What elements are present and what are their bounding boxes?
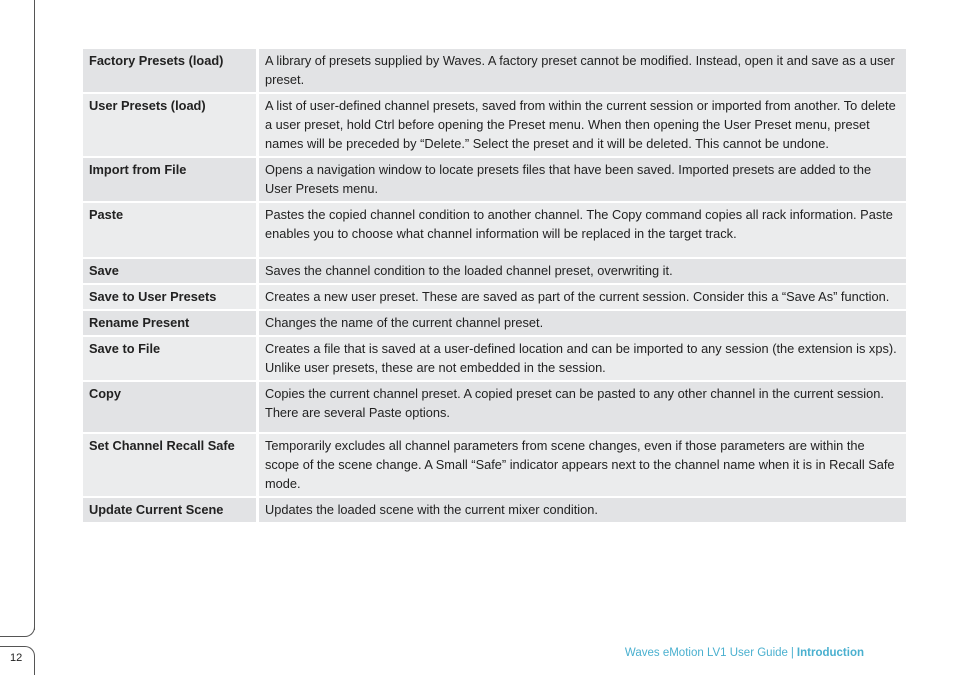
row-term: User Presets (load)	[83, 94, 259, 156]
row-description: A list of user-defined channel presets, saved from within the current session or imported from another. To delete a user preset, hold Ctrl before opening the Preset menu. When then opening the User Preset menu, preset names will be preceded by “Delete.” Select the preset and it will be deleted. This cannot be undone.	[259, 94, 906, 156]
table-row	[83, 49, 906, 92]
table-row	[83, 285, 906, 309]
row-term: Update Current Scene	[83, 498, 259, 522]
row-term: Save to User Presets	[83, 285, 259, 309]
margin-rule	[34, 0, 35, 630]
table-row	[83, 94, 906, 156]
table-row	[83, 498, 906, 522]
row-description: A library of presets supplied by Waves. A factory preset cannot be modified. Instead, open it and save as a user preset.	[259, 49, 906, 92]
table-row	[83, 311, 906, 335]
table-row	[83, 203, 906, 257]
table-row	[83, 158, 906, 201]
row-description: Creates a file that is saved at a user-defined location and can be imported to any session (the extension is xps). Unlike user presets, these are not embedded in the session.	[259, 337, 906, 380]
page-footer	[625, 647, 864, 659]
row-description: Creates a new user preset. These are saved as part of the current session. Consider this a “Save As” function.	[259, 285, 906, 309]
table-row	[83, 382, 906, 432]
row-description: Temporarily excludes all channel parameters from scene changes, even if those parameters are within the scope of the scene change. A Small “Safe” indicator appears next to the channel name when it is in Recall Safe mode.	[259, 434, 906, 496]
table-row	[83, 434, 906, 496]
row-term: Copy	[83, 382, 259, 432]
row-term: Import from File	[83, 158, 259, 201]
preset-operations-table	[83, 47, 906, 524]
page-number: 12	[10, 652, 23, 664]
row-term: Save to File	[83, 337, 259, 380]
row-term: Rename Present	[83, 311, 259, 335]
row-term: Factory Presets (load)	[83, 49, 259, 92]
footer-section-link[interactable]: Introduction	[796, 647, 864, 659]
row-description: Changes the name of the current channel preset.	[259, 311, 906, 335]
margin-rule-curve	[0, 600, 35, 637]
row-description: Pastes the copied channel condition to another channel. The Copy command copies all rack information. Paste enables you to choose what channel information will be replaced in the target track.	[259, 203, 906, 257]
footer-guide-title: Waves eMotion LV1 User Guide	[624, 647, 788, 659]
row-description: Updates the loaded scene with the current mixer condition.	[259, 498, 906, 522]
footer-separator: |	[790, 647, 794, 659]
row-term: Paste	[83, 203, 259, 257]
table-row	[83, 337, 906, 380]
row-term: Save	[83, 259, 259, 283]
row-term: Set Channel Recall Safe	[83, 434, 259, 496]
row-description: Saves the channel condition to the loaded channel preset, overwriting it.	[259, 259, 906, 283]
row-description: Copies the current channel preset. A copied preset can be pasted to any other channel in the current session. There are several Paste options.	[259, 382, 906, 432]
table-row	[83, 259, 906, 283]
row-description: Opens a navigation window to locate presets files that have been saved. Imported presets are added to the User Presets menu.	[259, 158, 906, 201]
